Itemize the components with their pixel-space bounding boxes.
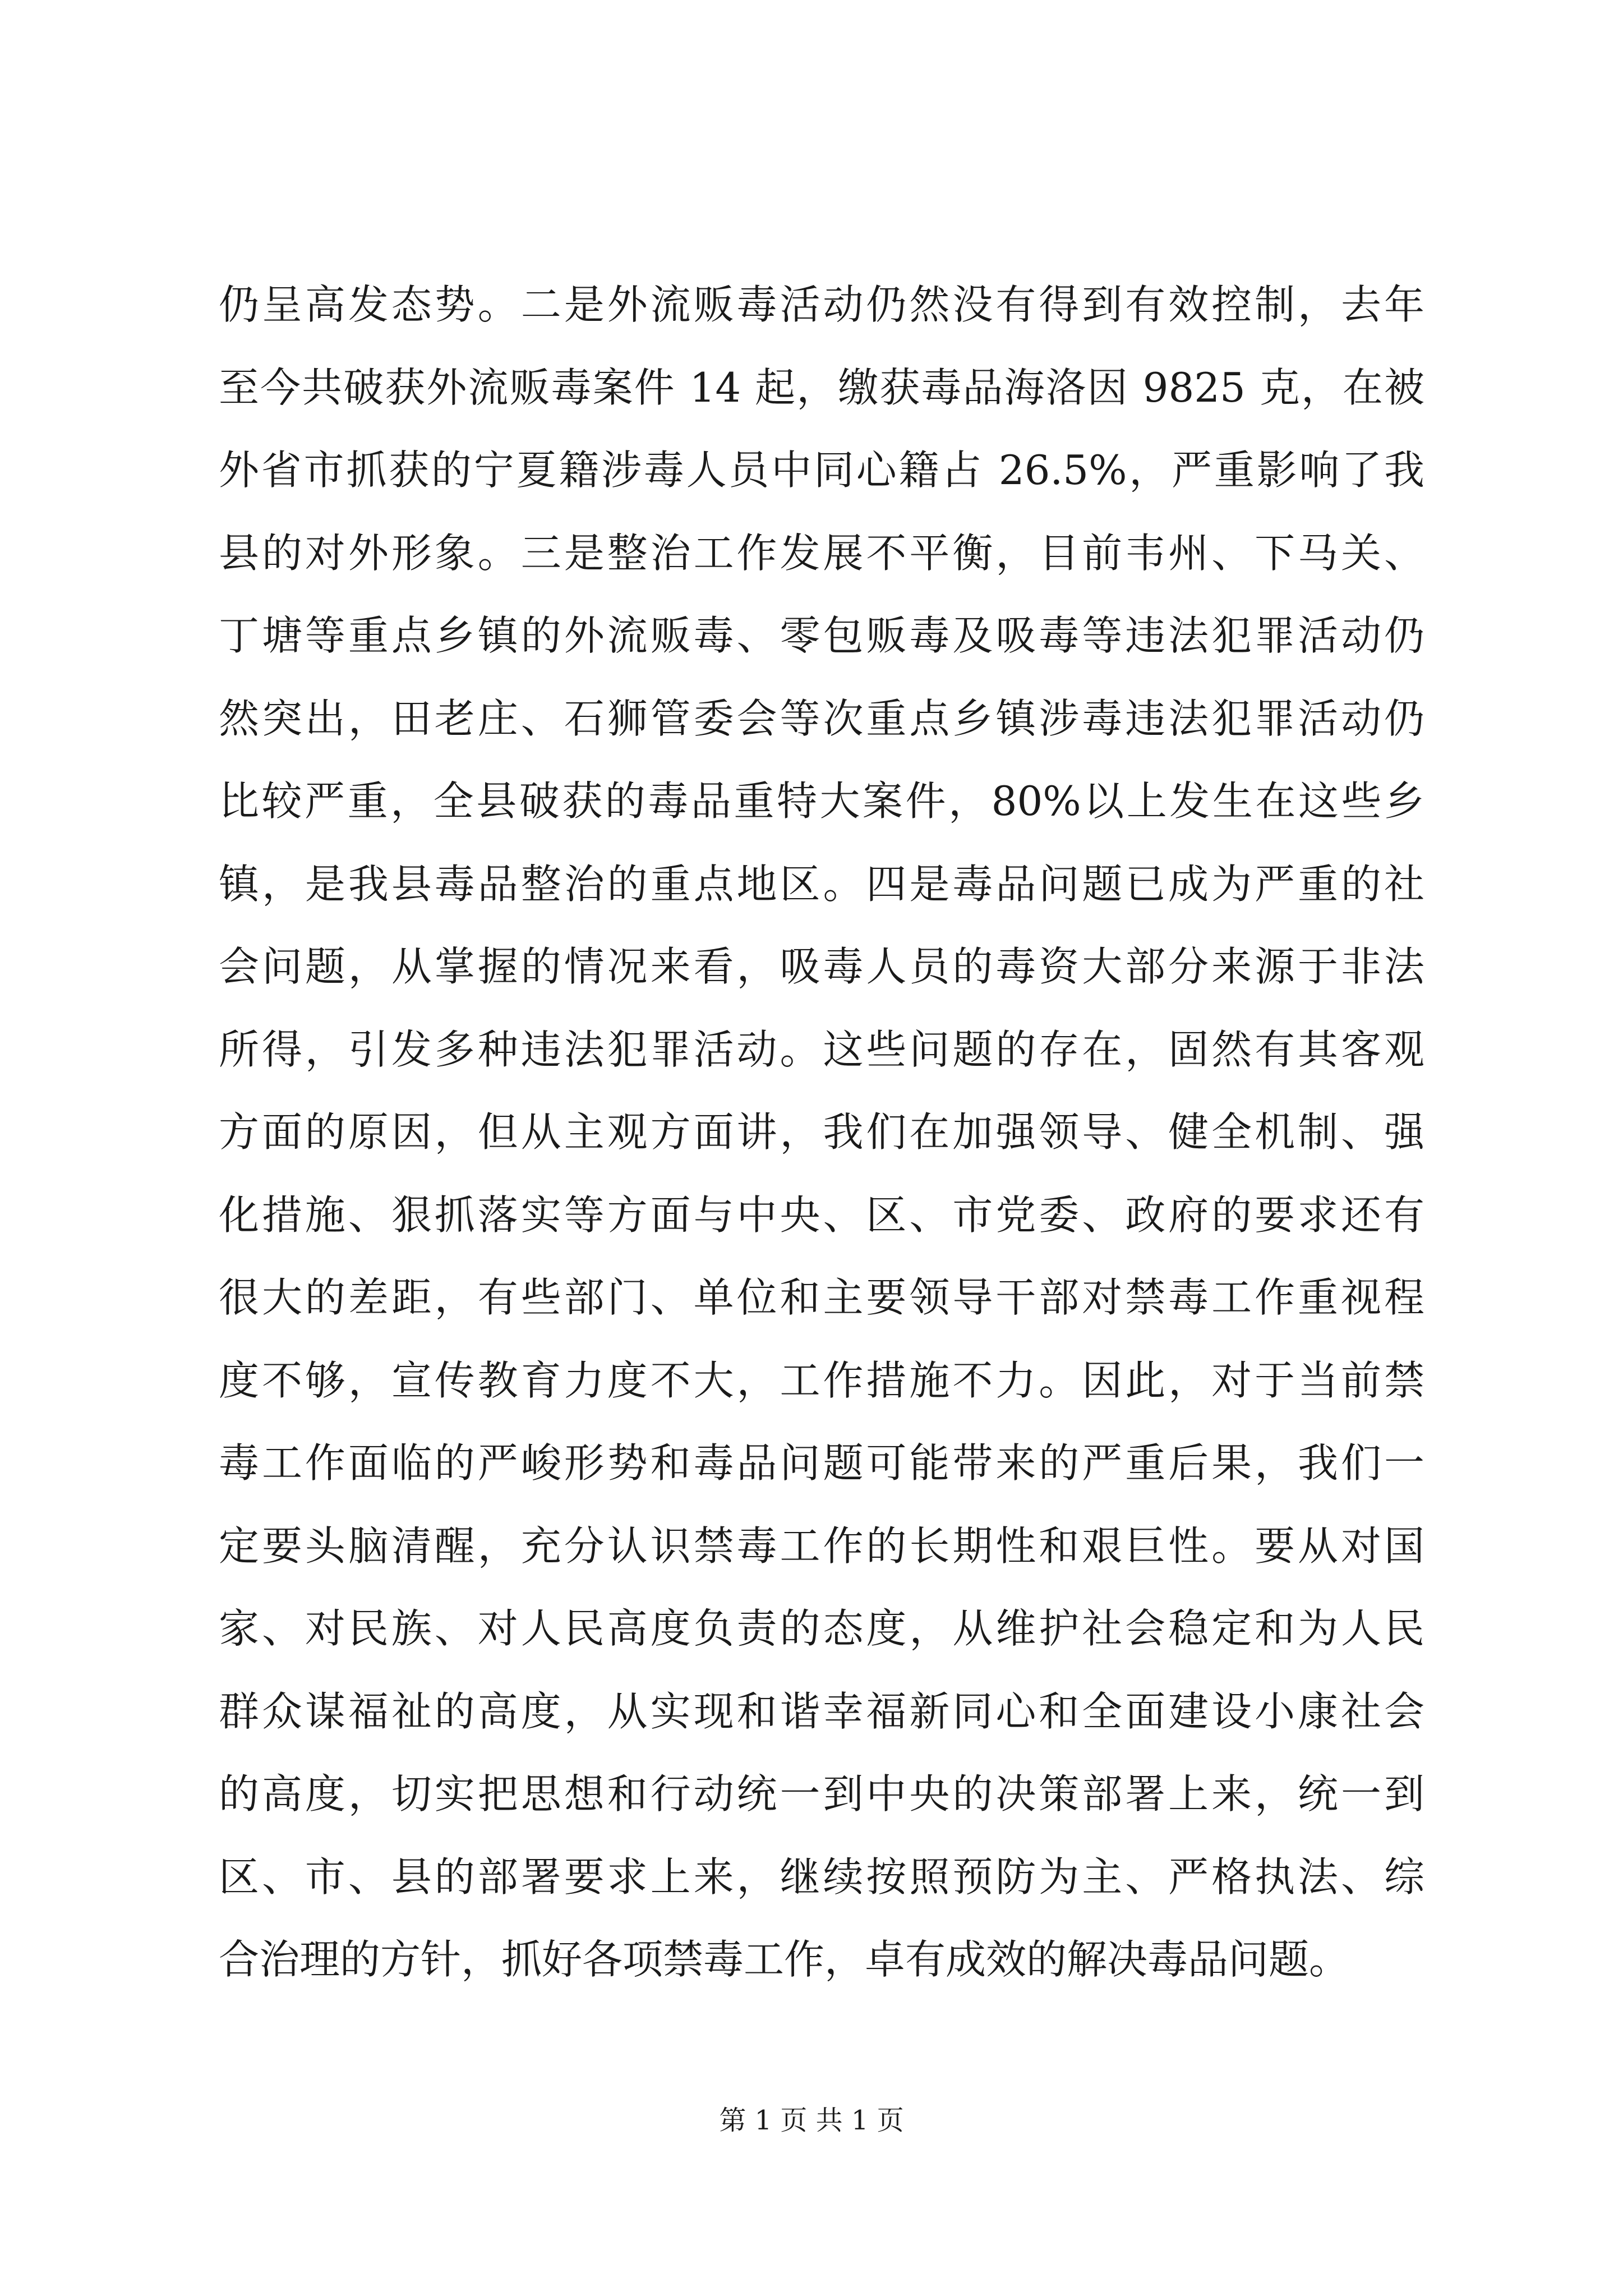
text-line-17: 家、对民族、对人民高度负责的态度，从维护社会稳定和为人民 xyxy=(219,1605,1424,1652)
text-line-16: 定要头脑清醒，充分认识禁毒工作的长期性和艰巨性。要从对国 xyxy=(219,1522,1424,1570)
text-line-21: 合治理的方针，抓好各项禁毒工作，卓有成效的解决毒品问题。 xyxy=(219,1936,1350,1983)
text-line-10: 所得，引发多种违法犯罪活动。这些问题的存在，固然有其客观 xyxy=(219,1025,1424,1073)
text-line-18: 群众谋福祉的高度，从实现和谐幸福新同心和全面建设小康社会 xyxy=(219,1687,1424,1735)
text-line-11: 方面的原因，但从主观方面讲，我们在加强领导、健全机制、强 xyxy=(219,1108,1424,1156)
text-line-7: 比较严重，全县破获的毒品重特大案件，80%以上发生在这些乡 xyxy=(219,777,1424,825)
text-line-15: 毒工作面临的严峻形势和毒品问题可能带来的严重后果，我们一 xyxy=(219,1439,1424,1487)
text-line-14: 度不够，宣传教育力度不大，工作措施不力。因此，对于当前禁 xyxy=(219,1356,1424,1404)
text-line-19: 的高度，切实把思想和行动统一到中央的决策部署上来，统一到 xyxy=(219,1770,1424,1818)
text-line-13: 很大的差距，有些部门、单位和主要领导干部对禁毒工作重视程 xyxy=(219,1274,1424,1321)
text-line-12: 化措施、狠抓落实等方面与中央、区、市党委、政府的要求还有 xyxy=(219,1191,1424,1239)
text-line-2: 至今共破获外流贩毒案件 14 起，缴获毒品海洛因 9825 克，在被 xyxy=(219,364,1424,411)
text-line-1: 仍呈高发态势。二是外流贩毒活动仍然没有得到有效控制，去年 xyxy=(219,281,1424,328)
text-line-3: 外省市抓获的宁夏籍涉毒人员中同心籍占 26.5%，严重影响了我 xyxy=(219,447,1424,494)
text-line-9: 会问题，从掌握的情况来看，吸毒人员的毒资大部分来源于非法 xyxy=(219,943,1424,990)
body-text xyxy=(219,264,1424,2001)
text-line-8: 镇，是我县毒品整治的重点地区。四是毒品问题已成为严重的社 xyxy=(219,860,1424,908)
text-line-20: 区、市、县的部署要求上来，继续按照预防为主、严格执法、综 xyxy=(219,1853,1424,1901)
page-number-label: 第 1 页 共 1 页 xyxy=(719,2105,904,2136)
text-line-6: 然突出，田老庄、石狮管委会等次重点乡镇涉毒违法犯罪活动仍 xyxy=(219,694,1424,742)
text-line-5: 丁塘等重点乡镇的外流贩毒、零包贩毒及吸毒等违法犯罪活动仍 xyxy=(219,612,1424,659)
text-line-4: 县的对外形象。三是整治工作发展不平衡，目前韦州、下马关、 xyxy=(219,529,1424,577)
page-footer xyxy=(0,2101,1623,2140)
